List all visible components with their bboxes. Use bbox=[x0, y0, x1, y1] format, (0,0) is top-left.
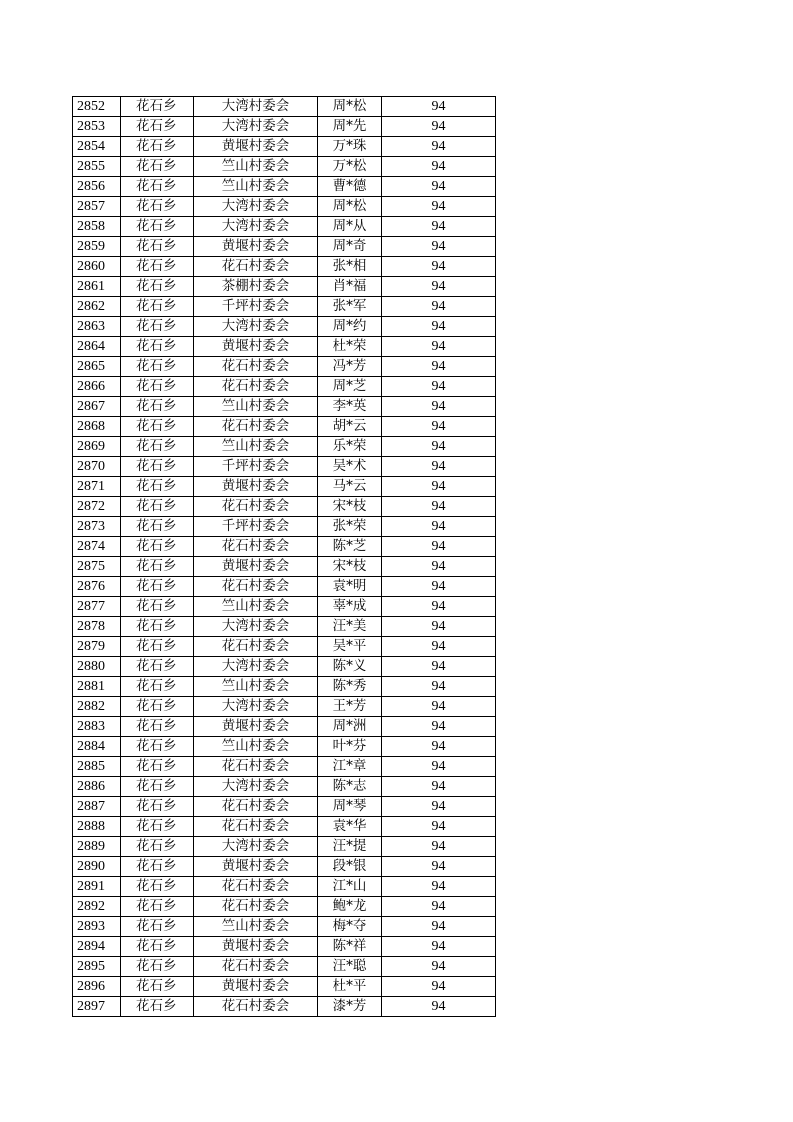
table-row bbox=[73, 417, 496, 437]
person-name-cell: 杜*荣 bbox=[318, 337, 382, 357]
township-cell: 花石乡 bbox=[121, 457, 194, 477]
table-row bbox=[73, 437, 496, 457]
row-number-cell: 2883 bbox=[73, 717, 121, 737]
row-number-cell: 2885 bbox=[73, 757, 121, 777]
row-number-cell: 2855 bbox=[73, 157, 121, 177]
table-row bbox=[73, 217, 496, 237]
score-cell: 94 bbox=[382, 157, 496, 177]
table-row bbox=[73, 577, 496, 597]
village-committee-cell: 花石村委会 bbox=[194, 537, 318, 557]
table-row bbox=[73, 357, 496, 377]
township-cell: 花石乡 bbox=[121, 757, 194, 777]
table-row bbox=[73, 677, 496, 697]
township-cell: 花石乡 bbox=[121, 697, 194, 717]
table-row bbox=[73, 397, 496, 417]
village-committee-cell: 花石村委会 bbox=[194, 637, 318, 657]
row-number-cell: 2881 bbox=[73, 677, 121, 697]
township-cell: 花石乡 bbox=[121, 337, 194, 357]
table-row bbox=[73, 717, 496, 737]
table-row bbox=[73, 597, 496, 617]
township-cell: 花石乡 bbox=[121, 177, 194, 197]
row-number-cell: 2888 bbox=[73, 817, 121, 837]
table-row bbox=[73, 257, 496, 277]
person-name-cell: 周*松 bbox=[318, 197, 382, 217]
row-number-cell: 2889 bbox=[73, 837, 121, 857]
village-committee-cell: 大湾村委会 bbox=[194, 197, 318, 217]
village-committee-cell: 黄堰村委会 bbox=[194, 717, 318, 737]
township-cell: 花石乡 bbox=[121, 137, 194, 157]
person-name-cell: 吴*平 bbox=[318, 637, 382, 657]
person-name-cell: 吴*术 bbox=[318, 457, 382, 477]
score-cell: 94 bbox=[382, 637, 496, 657]
score-cell: 94 bbox=[382, 917, 496, 937]
table-row bbox=[73, 897, 496, 917]
township-cell: 花石乡 bbox=[121, 737, 194, 757]
township-cell: 花石乡 bbox=[121, 717, 194, 737]
row-number-cell: 2896 bbox=[73, 977, 121, 997]
row-number-cell: 2859 bbox=[73, 237, 121, 257]
township-cell: 花石乡 bbox=[121, 277, 194, 297]
township-cell: 花石乡 bbox=[121, 397, 194, 417]
row-number-cell: 2880 bbox=[73, 657, 121, 677]
village-committee-cell: 花石村委会 bbox=[194, 417, 318, 437]
township-cell: 花石乡 bbox=[121, 117, 194, 137]
score-cell: 94 bbox=[382, 777, 496, 797]
village-committee-cell: 竺山村委会 bbox=[194, 437, 318, 457]
row-number-cell: 2866 bbox=[73, 377, 121, 397]
row-number-cell: 2891 bbox=[73, 877, 121, 897]
row-number-cell: 2864 bbox=[73, 337, 121, 357]
score-cell: 94 bbox=[382, 937, 496, 957]
row-number-cell: 2857 bbox=[73, 197, 121, 217]
score-cell: 94 bbox=[382, 977, 496, 997]
table-row bbox=[73, 317, 496, 337]
village-committee-cell: 花石村委会 bbox=[194, 577, 318, 597]
person-name-cell: 曹*德 bbox=[318, 177, 382, 197]
person-name-cell: 陈*志 bbox=[318, 777, 382, 797]
row-number-cell: 2895 bbox=[73, 957, 121, 977]
village-committee-cell: 竺山村委会 bbox=[194, 917, 318, 937]
township-cell: 花石乡 bbox=[121, 637, 194, 657]
township-cell: 花石乡 bbox=[121, 997, 194, 1017]
township-cell: 花石乡 bbox=[121, 157, 194, 177]
township-cell: 花石乡 bbox=[121, 837, 194, 857]
village-committee-cell: 竺山村委会 bbox=[194, 737, 318, 757]
score-cell: 94 bbox=[382, 97, 496, 117]
person-name-cell: 江*山 bbox=[318, 877, 382, 897]
score-cell: 94 bbox=[382, 537, 496, 557]
village-committee-cell: 花石村委会 bbox=[194, 257, 318, 277]
table-row bbox=[73, 777, 496, 797]
village-committee-cell: 黄堰村委会 bbox=[194, 937, 318, 957]
score-cell: 94 bbox=[382, 217, 496, 237]
row-number-cell: 2877 bbox=[73, 597, 121, 617]
table-row bbox=[73, 117, 496, 137]
row-number-cell: 2873 bbox=[73, 517, 121, 537]
township-cell: 花石乡 bbox=[121, 917, 194, 937]
score-cell: 94 bbox=[382, 677, 496, 697]
person-name-cell: 周*奇 bbox=[318, 237, 382, 257]
row-number-cell: 2892 bbox=[73, 897, 121, 917]
township-cell: 花石乡 bbox=[121, 777, 194, 797]
township-cell: 花石乡 bbox=[121, 957, 194, 977]
table-row bbox=[73, 737, 496, 757]
village-committee-cell: 大湾村委会 bbox=[194, 97, 318, 117]
row-number-cell: 2862 bbox=[73, 297, 121, 317]
table-row bbox=[73, 237, 496, 257]
village-committee-cell: 花石村委会 bbox=[194, 797, 318, 817]
person-name-cell: 宋*枝 bbox=[318, 557, 382, 577]
row-number-cell: 2871 bbox=[73, 477, 121, 497]
score-cell: 94 bbox=[382, 597, 496, 617]
village-committee-cell: 花石村委会 bbox=[194, 757, 318, 777]
table-row bbox=[73, 537, 496, 557]
person-name-cell: 马*云 bbox=[318, 477, 382, 497]
score-cell: 94 bbox=[382, 957, 496, 977]
person-name-cell: 张*相 bbox=[318, 257, 382, 277]
row-number-cell: 2852 bbox=[73, 97, 121, 117]
row-number-cell: 2886 bbox=[73, 777, 121, 797]
village-committee-cell: 花石村委会 bbox=[194, 497, 318, 517]
row-number-cell: 2876 bbox=[73, 577, 121, 597]
score-cell: 94 bbox=[382, 477, 496, 497]
person-name-cell: 乐*荣 bbox=[318, 437, 382, 457]
person-name-cell: 陈*秀 bbox=[318, 677, 382, 697]
score-cell: 94 bbox=[382, 797, 496, 817]
table-row bbox=[73, 377, 496, 397]
village-committee-cell: 大湾村委会 bbox=[194, 117, 318, 137]
township-cell: 花石乡 bbox=[121, 617, 194, 637]
township-cell: 花石乡 bbox=[121, 217, 194, 237]
township-cell: 花石乡 bbox=[121, 377, 194, 397]
table-row bbox=[73, 477, 496, 497]
row-number-cell: 2884 bbox=[73, 737, 121, 757]
person-name-cell: 宋*枝 bbox=[318, 497, 382, 517]
village-committee-cell: 黄堰村委会 bbox=[194, 237, 318, 257]
table-row bbox=[73, 997, 496, 1017]
person-name-cell: 万*松 bbox=[318, 157, 382, 177]
person-name-cell: 袁*明 bbox=[318, 577, 382, 597]
score-cell: 94 bbox=[382, 177, 496, 197]
person-name-cell: 辜*成 bbox=[318, 597, 382, 617]
village-committee-cell: 大湾村委会 bbox=[194, 657, 318, 677]
person-name-cell: 肖*福 bbox=[318, 277, 382, 297]
village-committee-cell: 竺山村委会 bbox=[194, 397, 318, 417]
township-cell: 花石乡 bbox=[121, 197, 194, 217]
township-cell: 花石乡 bbox=[121, 897, 194, 917]
row-number-cell: 2890 bbox=[73, 857, 121, 877]
person-name-cell: 周*琴 bbox=[318, 797, 382, 817]
township-cell: 花石乡 bbox=[121, 657, 194, 677]
person-name-cell: 冯*芳 bbox=[318, 357, 382, 377]
township-cell: 花石乡 bbox=[121, 497, 194, 517]
township-cell: 花石乡 bbox=[121, 237, 194, 257]
person-name-cell: 漆*芳 bbox=[318, 997, 382, 1017]
township-cell: 花石乡 bbox=[121, 677, 194, 697]
person-name-cell: 万*珠 bbox=[318, 137, 382, 157]
township-cell: 花石乡 bbox=[121, 797, 194, 817]
township-cell: 花石乡 bbox=[121, 517, 194, 537]
village-committee-cell: 黄堰村委会 bbox=[194, 977, 318, 997]
table-row bbox=[73, 637, 496, 657]
person-name-cell: 周*先 bbox=[318, 117, 382, 137]
row-number-cell: 2887 bbox=[73, 797, 121, 817]
person-name-cell: 张*军 bbox=[318, 297, 382, 317]
score-cell: 94 bbox=[382, 737, 496, 757]
row-number-cell: 2868 bbox=[73, 417, 121, 437]
village-committee-cell: 大湾村委会 bbox=[194, 617, 318, 637]
score-cell: 94 bbox=[382, 257, 496, 277]
row-number-cell: 2854 bbox=[73, 137, 121, 157]
table-row bbox=[73, 837, 496, 857]
village-committee-cell: 千坪村委会 bbox=[194, 457, 318, 477]
score-cell: 94 bbox=[382, 237, 496, 257]
score-cell: 94 bbox=[382, 397, 496, 417]
township-cell: 花石乡 bbox=[121, 357, 194, 377]
person-name-cell: 李*英 bbox=[318, 397, 382, 417]
table-row bbox=[73, 757, 496, 777]
score-cell: 94 bbox=[382, 517, 496, 537]
score-cell: 94 bbox=[382, 697, 496, 717]
score-cell: 94 bbox=[382, 997, 496, 1017]
table-row bbox=[73, 517, 496, 537]
score-cell: 94 bbox=[382, 837, 496, 857]
table-row bbox=[73, 937, 496, 957]
score-cell: 94 bbox=[382, 137, 496, 157]
person-name-cell: 周*约 bbox=[318, 317, 382, 337]
village-committee-cell: 茶棚村委会 bbox=[194, 277, 318, 297]
score-cell: 94 bbox=[382, 717, 496, 737]
score-cell: 94 bbox=[382, 457, 496, 477]
score-cell: 94 bbox=[382, 557, 496, 577]
score-cell: 94 bbox=[382, 497, 496, 517]
score-cell: 94 bbox=[382, 377, 496, 397]
row-number-cell: 2872 bbox=[73, 497, 121, 517]
person-name-cell: 周*洲 bbox=[318, 717, 382, 737]
row-number-cell: 2878 bbox=[73, 617, 121, 637]
row-number-cell: 2869 bbox=[73, 437, 121, 457]
person-name-cell: 段*银 bbox=[318, 857, 382, 877]
row-number-cell: 2879 bbox=[73, 637, 121, 657]
village-committee-cell: 千坪村委会 bbox=[194, 297, 318, 317]
row-number-cell: 2874 bbox=[73, 537, 121, 557]
township-cell: 花石乡 bbox=[121, 437, 194, 457]
roster-table-body bbox=[73, 97, 496, 1017]
person-name-cell: 鲍*龙 bbox=[318, 897, 382, 917]
score-cell: 94 bbox=[382, 117, 496, 137]
score-cell: 94 bbox=[382, 617, 496, 637]
township-cell: 花石乡 bbox=[121, 537, 194, 557]
township-cell: 花石乡 bbox=[121, 477, 194, 497]
township-cell: 花石乡 bbox=[121, 97, 194, 117]
township-cell: 花石乡 bbox=[121, 857, 194, 877]
score-cell: 94 bbox=[382, 297, 496, 317]
village-committee-cell: 花石村委会 bbox=[194, 877, 318, 897]
score-cell: 94 bbox=[382, 657, 496, 677]
township-cell: 花石乡 bbox=[121, 257, 194, 277]
table-row bbox=[73, 197, 496, 217]
score-cell: 94 bbox=[382, 757, 496, 777]
score-cell: 94 bbox=[382, 897, 496, 917]
township-cell: 花石乡 bbox=[121, 417, 194, 437]
score-cell: 94 bbox=[382, 357, 496, 377]
person-name-cell: 周*从 bbox=[318, 217, 382, 237]
table-row bbox=[73, 337, 496, 357]
person-name-cell: 张*荣 bbox=[318, 517, 382, 537]
row-number-cell: 2860 bbox=[73, 257, 121, 277]
village-committee-cell: 大湾村委会 bbox=[194, 317, 318, 337]
person-name-cell: 周*松 bbox=[318, 97, 382, 117]
person-name-cell: 叶*芬 bbox=[318, 737, 382, 757]
score-cell: 94 bbox=[382, 857, 496, 877]
table-row bbox=[73, 277, 496, 297]
row-number-cell: 2867 bbox=[73, 397, 121, 417]
village-committee-cell: 千坪村委会 bbox=[194, 517, 318, 537]
village-committee-cell: 花石村委会 bbox=[194, 957, 318, 977]
village-committee-cell: 竺山村委会 bbox=[194, 597, 318, 617]
table-row bbox=[73, 457, 496, 477]
score-cell: 94 bbox=[382, 197, 496, 217]
village-committee-cell: 黄堰村委会 bbox=[194, 337, 318, 357]
table-row bbox=[73, 97, 496, 117]
village-committee-cell: 大湾村委会 bbox=[194, 837, 318, 857]
table-row bbox=[73, 657, 496, 677]
score-cell: 94 bbox=[382, 277, 496, 297]
row-number-cell: 2863 bbox=[73, 317, 121, 337]
score-cell: 94 bbox=[382, 317, 496, 337]
score-cell: 94 bbox=[382, 417, 496, 437]
township-cell: 花石乡 bbox=[121, 297, 194, 317]
score-cell: 94 bbox=[382, 337, 496, 357]
table-row bbox=[73, 817, 496, 837]
table-row bbox=[73, 857, 496, 877]
village-committee-cell: 竺山村委会 bbox=[194, 677, 318, 697]
person-name-cell: 周*芝 bbox=[318, 377, 382, 397]
score-cell: 94 bbox=[382, 817, 496, 837]
village-committee-cell: 黄堰村委会 bbox=[194, 137, 318, 157]
village-committee-cell: 黄堰村委会 bbox=[194, 557, 318, 577]
person-name-cell: 汪*提 bbox=[318, 837, 382, 857]
row-number-cell: 2870 bbox=[73, 457, 121, 477]
person-name-cell: 汪*聪 bbox=[318, 957, 382, 977]
person-name-cell: 陈*义 bbox=[318, 657, 382, 677]
township-cell: 花石乡 bbox=[121, 317, 194, 337]
township-cell: 花石乡 bbox=[121, 597, 194, 617]
township-cell: 花石乡 bbox=[121, 557, 194, 577]
village-committee-cell: 黄堰村委会 bbox=[194, 857, 318, 877]
village-committee-cell: 花石村委会 bbox=[194, 377, 318, 397]
person-name-cell: 王*芳 bbox=[318, 697, 382, 717]
table-row bbox=[73, 137, 496, 157]
table-row bbox=[73, 297, 496, 317]
person-name-cell: 陈*祥 bbox=[318, 937, 382, 957]
row-number-cell: 2861 bbox=[73, 277, 121, 297]
row-number-cell: 2856 bbox=[73, 177, 121, 197]
roster-table bbox=[72, 96, 496, 1017]
village-committee-cell: 竺山村委会 bbox=[194, 157, 318, 177]
person-name-cell: 杜*平 bbox=[318, 977, 382, 997]
table-row bbox=[73, 877, 496, 897]
table-row bbox=[73, 977, 496, 997]
person-name-cell: 袁*华 bbox=[318, 817, 382, 837]
village-committee-cell: 大湾村委会 bbox=[194, 697, 318, 717]
village-committee-cell: 花石村委会 bbox=[194, 997, 318, 1017]
table-row bbox=[73, 557, 496, 577]
table-row bbox=[73, 157, 496, 177]
row-number-cell: 2894 bbox=[73, 937, 121, 957]
score-cell: 94 bbox=[382, 577, 496, 597]
village-committee-cell: 花石村委会 bbox=[194, 817, 318, 837]
row-number-cell: 2853 bbox=[73, 117, 121, 137]
township-cell: 花石乡 bbox=[121, 977, 194, 997]
row-number-cell: 2893 bbox=[73, 917, 121, 937]
village-committee-cell: 大湾村委会 bbox=[194, 777, 318, 797]
township-cell: 花石乡 bbox=[121, 877, 194, 897]
township-cell: 花石乡 bbox=[121, 817, 194, 837]
table-row bbox=[73, 497, 496, 517]
township-cell: 花石乡 bbox=[121, 937, 194, 957]
village-committee-cell: 黄堰村委会 bbox=[194, 477, 318, 497]
table-row bbox=[73, 797, 496, 817]
score-cell: 94 bbox=[382, 877, 496, 897]
person-name-cell: 陈*芝 bbox=[318, 537, 382, 557]
village-committee-cell: 大湾村委会 bbox=[194, 217, 318, 237]
person-name-cell: 汪*美 bbox=[318, 617, 382, 637]
table-row bbox=[73, 697, 496, 717]
table-row bbox=[73, 617, 496, 637]
row-number-cell: 2897 bbox=[73, 997, 121, 1017]
table-row bbox=[73, 957, 496, 977]
row-number-cell: 2875 bbox=[73, 557, 121, 577]
row-number-cell: 2858 bbox=[73, 217, 121, 237]
row-number-cell: 2865 bbox=[73, 357, 121, 377]
table-row bbox=[73, 917, 496, 937]
village-committee-cell: 花石村委会 bbox=[194, 357, 318, 377]
score-cell: 94 bbox=[382, 437, 496, 457]
row-number-cell: 2882 bbox=[73, 697, 121, 717]
person-name-cell: 梅*夺 bbox=[318, 917, 382, 937]
person-name-cell: 江*章 bbox=[318, 757, 382, 777]
village-committee-cell: 花石村委会 bbox=[194, 897, 318, 917]
person-name-cell: 胡*云 bbox=[318, 417, 382, 437]
village-committee-cell: 竺山村委会 bbox=[194, 177, 318, 197]
township-cell: 花石乡 bbox=[121, 577, 194, 597]
table-row bbox=[73, 177, 496, 197]
